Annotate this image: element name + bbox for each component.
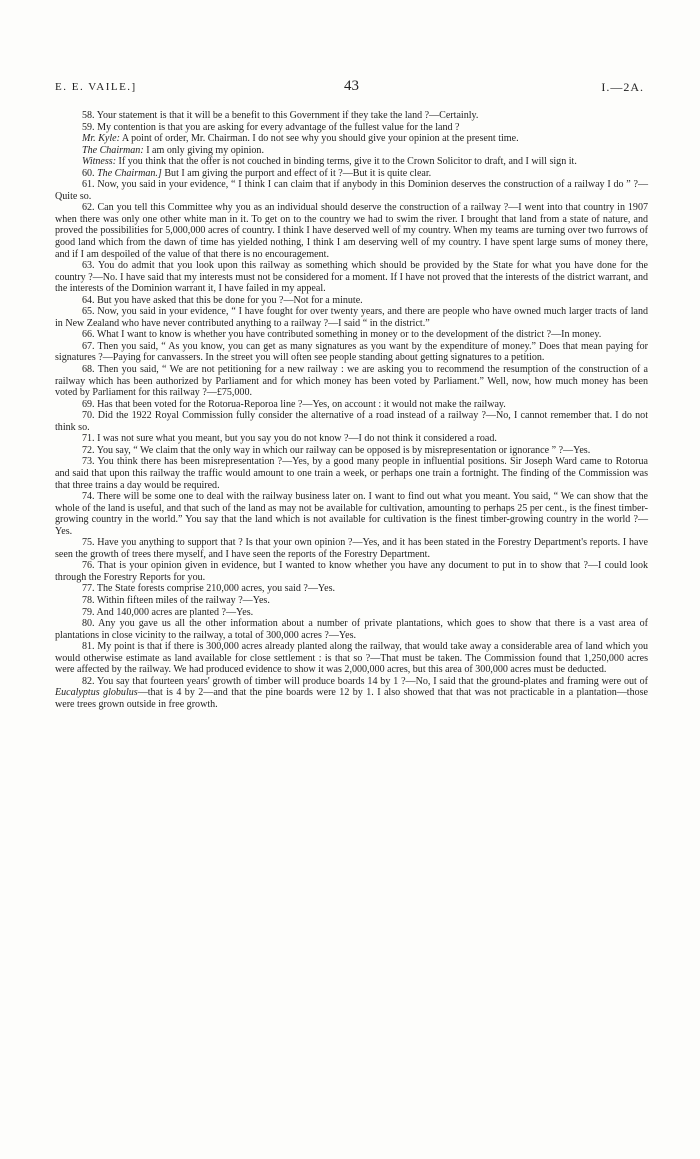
paragraph-q61: 61. Now, you said in your evidence, “ I think I can claim that if anybody in this Dominion deserves the construction of a railway I do ” ?—Quite so.: [55, 179, 648, 202]
paragraph-witness-remark: Witness: If you think that the offer is not couched in binding terms, give it to the Crown Solicitor to draft, and I will sign it.: [82, 156, 577, 168]
speaker-label: The Chairman.]: [97, 167, 162, 179]
evidence-text: [55, 110, 648, 710]
species-name: Eucalyptus globulus: [55, 687, 138, 699]
paragraph-q63: 63. You do admit that you look upon this railway as something which should be provided by the State for what you have done for the country ?—No. I have said that my interests must not be considered for a moment. If I have not proved that the interests of the district warrant, and the interests of the Dominion warrant it, I have failed in my appeal.: [55, 260, 648, 295]
paragraph-q80: 80. Any you gave us all the other information about a number of private plantations, which goes to show that there is a vast area of plantations in close vicinity to the railway, a total of 300,000 acres ?—Yes.: [55, 618, 648, 641]
speaker-label: The Chairman:: [82, 144, 144, 156]
paragraph-q58: 58. Your statement is that it will be a benefit to this Government if they take the land ?—Certainly.: [82, 110, 479, 121]
page-number: 43: [344, 78, 359, 94]
paragraph-q77: 77. The State forests comprise 210,000 acres, you said ?—Yes.: [82, 583, 335, 595]
speaker-label: Mr. Kyle:: [82, 133, 120, 145]
paragraph-q60: 60. The Chairman.] But I am giving the purport and effect of it ?—But it is quite clear.: [82, 167, 432, 179]
paragraph-q67: 67. Then you said, “ As you know, you can get as many signatures as you want by the expenditure of money.” Does that mean paying for signatures ?—Paying for canvassers. In the street you will often see people standing about getting signatures to a petition.: [55, 340, 648, 364]
paragraph-q79: 79. And 140,000 acres are planted ?—Yes.: [82, 606, 254, 618]
paragraph-q66: 66. What I want to know is whether you have contributed something in money or to the development of the district ?—In money.: [82, 329, 602, 341]
speaker-label: Witness:: [82, 156, 117, 168]
paragraph-kyle-point-of-order: Mr. Kyle: A point of order, Mr. Chairman. I do not see why you should give your opinion at the present time.: [82, 133, 519, 145]
paragraph-q75: 75. Have you anything to support that ? Is that your own opinion ?—Yes, and it has been stated in the Forestry Department's reports. I have seen the growth of trees there myself, and I have seen the reports of the Forestry Department.: [55, 537, 648, 560]
paragraph-q82: 82. You say that fourteen years' growth of timber will produce boards 14 by 1 ?—No, I said that the ground-plates and framing were out of Eucalyptus globulus—that is 4 by 2—and that the pine boards were 12 by 1. I also showed that that was not practicable in a plantation—those were trees grown outside in free growth.: [55, 675, 649, 710]
paragraph-q68: 68. Then you said, “ We are not petitioning for a new railway : we are asking you to recommend the resumption of the construction of a railway which has been authorized by Parliament and for which money has been voted by Parliament.” Well, now, how much money has been voted by Parliament for this railway ?—£75,000.: [55, 364, 648, 399]
paragraph-q62: 62. Can you tell this Committee why you as an individual should deserve the construction of a railway ?—I went into that country in 1907 when there was only one other white man in it. To get on to the country we had to swim the river. I brought that land from a state of nature, and proved the possibilities for 5,000,000 acres of country. I think I have deserved well of my country. When my teams are turning over two furrows of good land which from the dawn of time has yielded nothing, I think I am deserving well of my country. I have spent large sums of money there, and if I am despoiled of the value of that there is no encouragement.: [55, 202, 648, 260]
paragraph-q78: 78. Within fifteen miles of the railway ?—Yes.: [82, 594, 270, 606]
paragraph-q59: 59. My contention is that you are asking for every advantage of the fullest value for the land ?: [82, 121, 460, 133]
paragraph-q76: 76. That is your opinion given in evidence, but I wanted to know whether you have any document to put in to show that ?—I could look through the Forestry Reports for you.: [55, 560, 648, 583]
paragraph-q74: 74. There will be some one to deal with the railway business later on. I want to find out what you meant. You said, “ We can show that the whole of the land is useful, and that such of the land as may not be available for cultivation, amounting to perhaps 25 per cent., is the finest timber-growing country in the world.” You say that the land which is not available for cultivation is the finest timber-growing country in the world ?—Yes.: [55, 491, 648, 537]
paragraph-q65: 65. Now, you said in your evidence, “ I have fought for over twenty years, and there are people who have owned much larger tracts of land in New Zealand who have never contributed anything to a railway ?—I said “ in the district.”: [55, 306, 648, 329]
document-reference: I.—2A.: [601, 80, 644, 94]
paragraph-chairman-remark: The Chairman: I am only giving my opinion.: [82, 144, 264, 156]
header-witness-name: E. E. VAILE.]: [55, 81, 137, 93]
page-header: [55, 78, 648, 98]
paragraph-q64: 64. But you have asked that this be done for you ?—Not for a minute.: [82, 294, 363, 306]
paragraph-q81: 81. My point is that if there is 300,000 acres already planted along the railway, that would take away a considerable area of land which you would otherwise estimate as land available for close settlement : is that so ?—That must be taken. The Commission found that 1,250,000 acres were affected by the railway. We had produced evidence to show it was 2,000,000 acres, but this area of 300,000 acres must be deducted.: [55, 641, 648, 676]
paragraph-q70: 70. Did the 1922 Royal Commission fully consider the alternative of a road instead of a railway ?—No, I cannot remember that. I do not think so.: [55, 410, 648, 433]
paragraph-q72: 72. You say, “ We claim that the only way in which our railway can be opposed is by misrepresentation or ignorance ” ?—Yes.: [82, 444, 591, 456]
paragraph-q73: 73. You think there has been misrepresentation ?—Yes, by a good many people in influential positions. Sir Joseph Ward came to Rotorua and said that upon this railway the traffic would amount to one train a week, or perhaps one train a fortnight. The finding of the Commission was that three trains a day would be required.: [55, 456, 648, 491]
paragraph-q69: 69. Has that been voted for the Rotorua-Reporoa line ?—Yes, on account : it would not make the railway.: [82, 398, 506, 410]
paragraph-q71: 71. I was not sure what you meant, but you say you do not know ?—I do not think it considered a road.: [82, 433, 497, 445]
